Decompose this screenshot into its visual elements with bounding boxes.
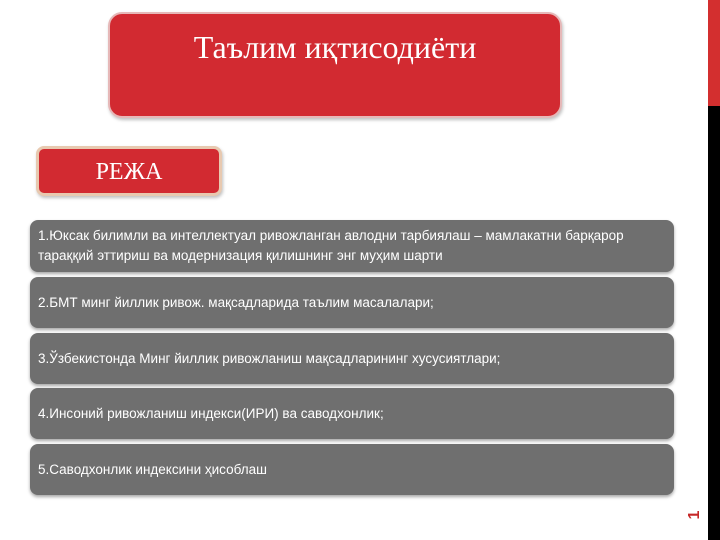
list-item: [30, 220, 674, 272]
list-item: [30, 388, 674, 439]
plan-label: РЕЖА: [95, 159, 163, 185]
list-item-text: 3.Ўзбекистонда Минг йиллик ривожланиш мақсадларининг хусусиятлари;: [38, 350, 501, 366]
list-item: [30, 333, 674, 384]
list-item-text: 1.Юксак билимли ва интеллектуал ривожланган авлодни тарбиялаш – мамлакатни барқарор тараққий эттириш ва модернизация қилишнинг энг муҳим шарти: [38, 228, 624, 263]
list-item-text: 2.БМТ минг йиллик ривож. мақсадларида таълим масалалари;: [38, 294, 434, 310]
plan-label-box: [36, 146, 222, 196]
title-box: [108, 12, 562, 118]
list-item-text: 5.Саводхонлик индексини ҳисоблаш: [38, 461, 267, 477]
side-bar-accent: [708, 0, 720, 106]
list-item: [30, 444, 674, 495]
list-item: [30, 277, 674, 328]
slide-number: 1: [686, 510, 703, 520]
list-item-text: 4.Инсоний ривожланиш индекси(ИРИ) ва саводхонлик;: [38, 405, 384, 421]
page-title: Таълим иқтисодиёти: [193, 29, 477, 65]
